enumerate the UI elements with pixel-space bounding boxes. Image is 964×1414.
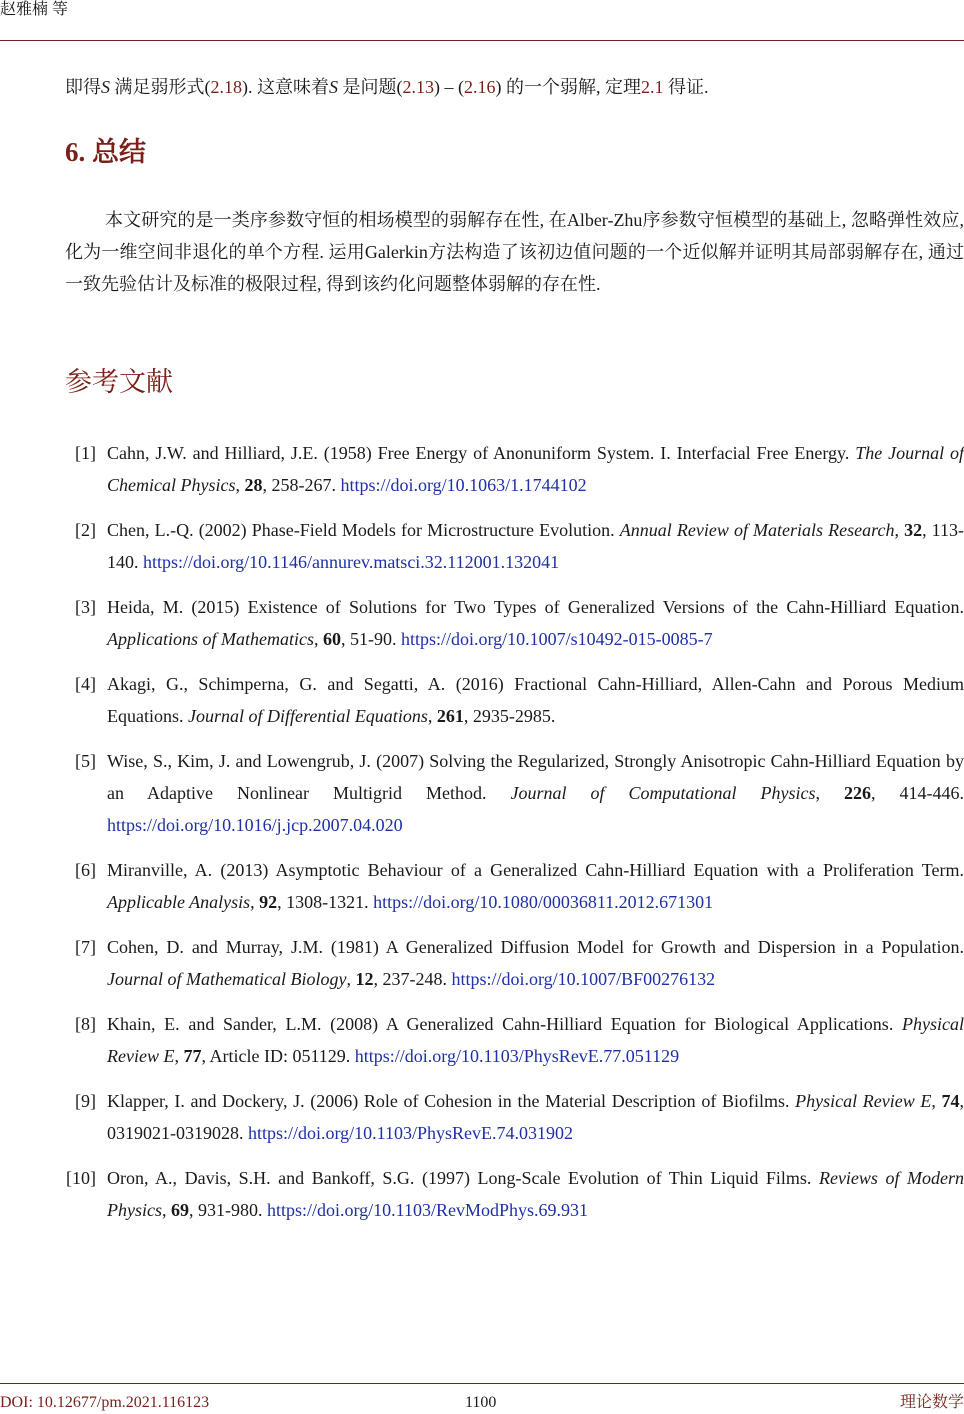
reference-journal: Annual Review of Materials Research (619, 520, 895, 540)
reference-item: [5] Wise, S., Kim, J. and Lowengrub, J. (2007) Solving the Regularized, Strongly Anisotropic Cahn-Hilliard Equation by an Adaptive Nonlinear Multigrid Method. Journal of Computational Physics, 226, 414-446. https://doi.org/10.1016/j.jcp.2007.04.020 (65, 745, 964, 841)
reference-pages: , 0319021-0319028. (107, 1091, 964, 1143)
intro-text: ) 的一个弱解, 定理 (495, 77, 641, 97)
reference-volume: 32 (904, 520, 923, 540)
reference-journal: Applications of Mathematics (107, 629, 314, 649)
reference-journal: Reviews of Modern Physics (107, 1168, 964, 1220)
reference-number: [4] (75, 674, 96, 694)
reference-doi-link[interactable]: https://doi.org/10.1007/BF00276132 (451, 969, 716, 989)
reference-volume: 12 (355, 969, 374, 989)
reference-doi-link[interactable]: https://doi.org/10.1007/s10492-015-0085-7 (400, 629, 713, 649)
reference-journal: Physical Review E (795, 1091, 932, 1111)
reference-item: [1] Cahn, J.W. and Hilliard, J.E. (1958) Free Energy of Anonuniform System. I. Interfacial Free Energy. The Journal of Chemical Physics, 28, 258-267. https://doi.org/10.1063/1.1744102 (65, 437, 964, 501)
reference-text: Oron, A., Davis, S.H. and Bankoff, S.G. (1997) Long-Scale Evolution of Thin Liquid Films. (107, 1168, 819, 1188)
reference-text: Chen, L.-Q. (2002) Phase-Field Models for Microstructure Evolution. (107, 520, 620, 540)
reference-volume: 74 (941, 1091, 960, 1111)
variable-s: S (329, 77, 338, 97)
reference-text: Heida, M. (2015) Existence of Solutions for Two Types of Generalized Versions of the Cahn-Hilliard Equation. (107, 597, 964, 617)
reference-journal: Journal of Mathematical Biology (107, 969, 347, 989)
reference-text: Akagi, G., Schimperna, G. and Segatti, A. (2016) Fractional Cahn-Hilliard, Allen-Cahn and Porous Medium Equations. (107, 674, 964, 726)
reference-item: [9] Klapper, I. and Dockery, J. (2006) Role of Cohesion in the Material Description of Biofilms. Physical Review E, 74, 0319021-0319028. https://doi.org/10.1103/PhysRevE.74.031902 (65, 1085, 964, 1149)
reference-journal: Applicable Analysis (107, 892, 251, 912)
reference-journal: The Journal of Chemical Physics (107, 443, 964, 495)
reference-pages: , 931-980. (188, 1200, 267, 1220)
reference-journal: Journal of Differential Equations (188, 706, 428, 726)
reference-pages: , 2935-2985. (463, 706, 556, 726)
equation-ref-link[interactable]: 2.13 (402, 77, 434, 97)
intro-text: 满足弱形式( (110, 77, 211, 97)
intro-text: 是问题( (338, 77, 403, 97)
reference-number: [1] (75, 443, 96, 463)
section-title-references: 参考文献 (65, 367, 173, 397)
reference-doi-link[interactable]: https://doi.org/10.1103/PhysRevE.74.031902 (248, 1123, 574, 1143)
intro-text: 即得 (65, 77, 101, 97)
reference-number: [8] (75, 1014, 96, 1034)
reference-doi-link[interactable]: https://doi.org/10.1146/annurev.matsci.32.112001.132041 (143, 552, 560, 572)
reference-pages: , 414-446. (871, 783, 964, 803)
reference-volume: 92 (259, 892, 278, 912)
reference-pages: , 51-90. (340, 629, 401, 649)
summary-paragraph: 本文研究的是一类序参数守恒的相场模型的弱解存在性, 在Alber-Zhu序参数守恒模型的基础上, 忽略弹性效应, 化为一维空间非退化的单个方程. 运用Galerkin方法构造了该初边值问题的一个近似解并证明其局部弱解存在, 通过一致先验估计及标准的极限过程, 得到该约化问题整体弱解的存在性. (65, 210, 964, 294)
equation-ref-link[interactable]: 2.16 (464, 77, 496, 97)
reference-doi-link[interactable]: https://doi.org/10.1103/RevModPhys.69.931 (266, 1200, 589, 1220)
reference-text: Wise, S., Kim, J. and Lowengrub, J. (2007) Solving the Regularized, Strongly Anisotropic Cahn-Hilliard Equation by an Adaptive Nonlinear Multigrid Method. (107, 751, 964, 803)
footer-doi-link[interactable]: DOI: 10.12677/pm.2021.116123 (0, 1394, 210, 1411)
intro-text: ). 这意味着 (242, 77, 329, 97)
reference-pages: , 258-267. (262, 475, 341, 495)
reference-item: [2] Chen, L.-Q. (2002) Phase-Field Models for Microstructure Evolution. Annual Review of Materials Research, 32, 113-140. https://doi.org/10.1146/annurev.matsci.32.112001.132041 (65, 514, 964, 578)
intro-text: 得证. (663, 77, 709, 97)
reference-doi-link[interactable]: https://doi.org/10.1103/PhysRevE.77.051129 (354, 1046, 680, 1066)
reference-text: Cohen, D. and Murray, J.M. (1981) A Generalized Diffusion Model for Growth and Dispersion in a Population. (107, 937, 964, 957)
reference-number: [9] (75, 1091, 96, 1111)
reference-number: [10] (66, 1168, 96, 1188)
reference-pages: , 1308-1321. (277, 892, 374, 912)
reference-text: Khain, E. and Sander, L.M. (2008) A Generalized Cahn-Hilliard Equation for Biological Applications. (107, 1014, 903, 1034)
reference-text: Miranville, A. (2013) Asymptotic Behaviour of a Generalized Cahn-Hilliard Equation with a Proliferation Term. (107, 860, 964, 880)
section-title-summary: 6. 总结 (65, 137, 146, 167)
reference-volume: 28 (244, 475, 263, 495)
running-header-author: 赵雅楠 等 (0, 1, 69, 18)
reference-number: [6] (75, 860, 96, 880)
reference-volume: 77 (183, 1046, 202, 1066)
reference-journal: Journal of Computational Physics (510, 783, 816, 803)
page-number: 1100 (465, 1394, 497, 1411)
reference-volume: 60 (322, 629, 341, 649)
variable-s: S (101, 77, 110, 97)
reference-item: [10] Oron, A., Davis, S.H. and Bankoff, S.G. (1997) Long-Scale Evolution of Thin Liquid Films. Reviews of Modern Physics, 69, 931-980. https://doi.org/10.1103/RevModPhys.69.931 (65, 1162, 964, 1226)
reference-volume: 226 (844, 783, 872, 803)
reference-item: [3] Heida, M. (2015) Existence of Solutions for Two Types of Generalized Versions of the Cahn-Hilliard Equation. Applications of Mathematics, 60, 51-90. https://doi.org/10.1007/s10492-015-0085-7 (65, 591, 964, 655)
reference-doi-link[interactable]: https://doi.org/10.1016/j.jcp.2007.04.020 (107, 815, 403, 835)
reference-item: [4] Akagi, G., Schimperna, G. and Segatti, A. (2016) Fractional Cahn-Hilliard, Allen-Cahn and Porous Medium Equations. Journal of Differential Equations, 261, 2935-2985. (65, 668, 964, 732)
reference-number: [3] (75, 597, 96, 617)
reference-number: [7] (75, 937, 96, 957)
reference-pages: , 113-140. (107, 520, 964, 572)
reference-number: [5] (75, 751, 96, 771)
reference-pages: , 237-248. (373, 969, 452, 989)
reference-doi-link[interactable]: https://doi.org/10.1080/00036811.2012.671301 (373, 892, 714, 912)
reference-journal: Physical Review E (107, 1014, 964, 1066)
reference-volume: 69 (170, 1200, 189, 1220)
reference-text: Klapper, I. and Dockery, J. (2006) Role of Cohesion in the Material Description of Biofilms. (107, 1091, 796, 1111)
intro-paragraph (65, 72, 964, 102)
reference-pages: , Article ID: 051129. (201, 1046, 355, 1066)
header-divider (0, 40, 964, 41)
reference-number: [2] (75, 520, 96, 540)
footer-divider (0, 1383, 964, 1384)
theorem-ref-link[interactable]: 2.1 (641, 77, 664, 97)
reference-item: [6] Miranville, A. (2013) Asymptotic Behaviour of a Generalized Cahn-Hilliard Equation with a Proliferation Term. Applicable Analysis, 92, 1308-1321. https://doi.org/10.1080/00036811.2012.671301 (65, 854, 964, 918)
intro-text: ) – ( (434, 77, 464, 97)
equation-ref-link[interactable]: 2.18 (210, 77, 242, 97)
reference-volume: 261 (436, 706, 464, 726)
reference-text: Cahn, J.W. and Hilliard, J.E. (1958) Free Energy of Anonuniform System. I. Interfacial Free Energy. (107, 443, 856, 463)
footer-journal-name: 理论数学 (899, 1394, 964, 1411)
reference-item: [8] Khain, E. and Sander, L.M. (2008) A Generalized Cahn-Hilliard Equation for Biological Applications. Physical Review E, 77, Article ID: 051129. https://doi.org/10.1103/PhysRevE.77.051129 (65, 1008, 964, 1072)
reference-list (65, 437, 964, 1239)
reference-item: [7] Cohen, D. and Murray, J.M. (1981) A Generalized Diffusion Model for Growth and Dispersion in a Population. Journal of Mathematical Biology, 12, 237-248. https://doi.org/10.1007/BF00276132 (65, 931, 964, 995)
reference-doi-link[interactable]: https://doi.org/10.1063/1.1744102 (340, 475, 587, 495)
